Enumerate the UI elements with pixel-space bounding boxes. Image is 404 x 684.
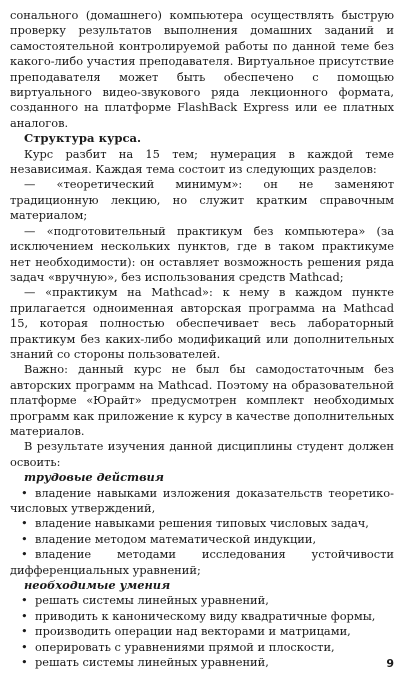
bullet-icon: •	[21, 516, 28, 531]
page-content	[10, 8, 394, 670]
list-item: • владение методами исследования устойчивости дифференциальных уравнений;	[10, 547, 394, 577]
paragraph-intro-continuation: сонального (домашнего) компьютера осуществлять быструю проверку результатов выполнения домашних заданий и самостоятельной контролируемой работы по данной теме без какого-либо участия преподавателя. Виртуальное присутствие преподавателя может быть обеспечено с помощью виртуального видео-звукового ряда лекционного формата, созданного на платформе FlashBack Express или ее платных аналогов.	[10, 8, 394, 130]
page-number: 9	[386, 657, 394, 670]
paragraph-course-structure: Курс разбит на 15 тем; нумерация в каждой теме независимая. Каждая тема состоит из следующих разделов:	[10, 146, 394, 177]
paragraph-mathcad-practicum: — «практикум на Mathcad»: к нему в каждом пункте прилагается одноименная авторская программа на Mathcad 15, которая полностью обеспечивает весь лабораторный практикум без каких-либо модификаций или дополнительных знаний со стороны пользователей.	[10, 285, 394, 361]
paragraph-theory-minimum: — «теоретический минимум»: он не заменяют традиционную лекцию, но служит кратким справочным материалом;	[10, 177, 394, 223]
skills-heading: необходимые умения	[24, 578, 171, 593]
paragraph-prep-practicum: — «подготовительный практикум без компьютера» (за исключением нескольких пунктов, где в таком практикуме нет необходимости): он оставляет возможность решения ряда задач «вручную», без использования средств Mathcad;	[10, 223, 394, 284]
list-item: • производить операции над векторами и матрицами,	[21, 624, 351, 639]
list-item: • владение навыками решения типовых числовых задач,	[21, 516, 369, 531]
list-item: • оперировать с уравнениями прямой и плоскости,	[21, 639, 335, 654]
paragraph-important-note: Важно: данный курс не был бы самодостаточным без авторских программ на Mathcad. Поэтому на образовательной платформе «Юрайт» предусмотрен комплект необходимых программ как приложение к курсу в качестве дополнительных материалов.	[10, 362, 394, 438]
bullet-icon: •	[21, 547, 28, 562]
structure-heading: Структура курса.	[24, 131, 142, 146]
bullet-icon: •	[21, 531, 28, 546]
bullet-icon: •	[21, 608, 28, 623]
bullet-icon: •	[21, 593, 28, 608]
bullet-icon: •	[21, 485, 28, 500]
bullet-icon: •	[21, 624, 28, 639]
paragraph-learning-outcomes: В результате изучения данной дисциплины студент должен освоить:	[10, 439, 394, 469]
list-item: • владение методом математической индукции,	[21, 531, 317, 546]
bullet-icon: •	[21, 639, 28, 654]
list-item: • владение навыками изложения доказательств теоретико-числовых утверждений,	[10, 485, 394, 515]
list-item: • приводить к каноническому виду квадратичные формы,	[21, 608, 376, 623]
list-item: • решать системы линейных уравнений,	[21, 655, 269, 670]
bullet-icon: •	[21, 655, 28, 670]
labor-actions-heading: трудовые действия	[24, 470, 164, 485]
list-item: • решать системы линейных уравнений,	[21, 593, 269, 608]
